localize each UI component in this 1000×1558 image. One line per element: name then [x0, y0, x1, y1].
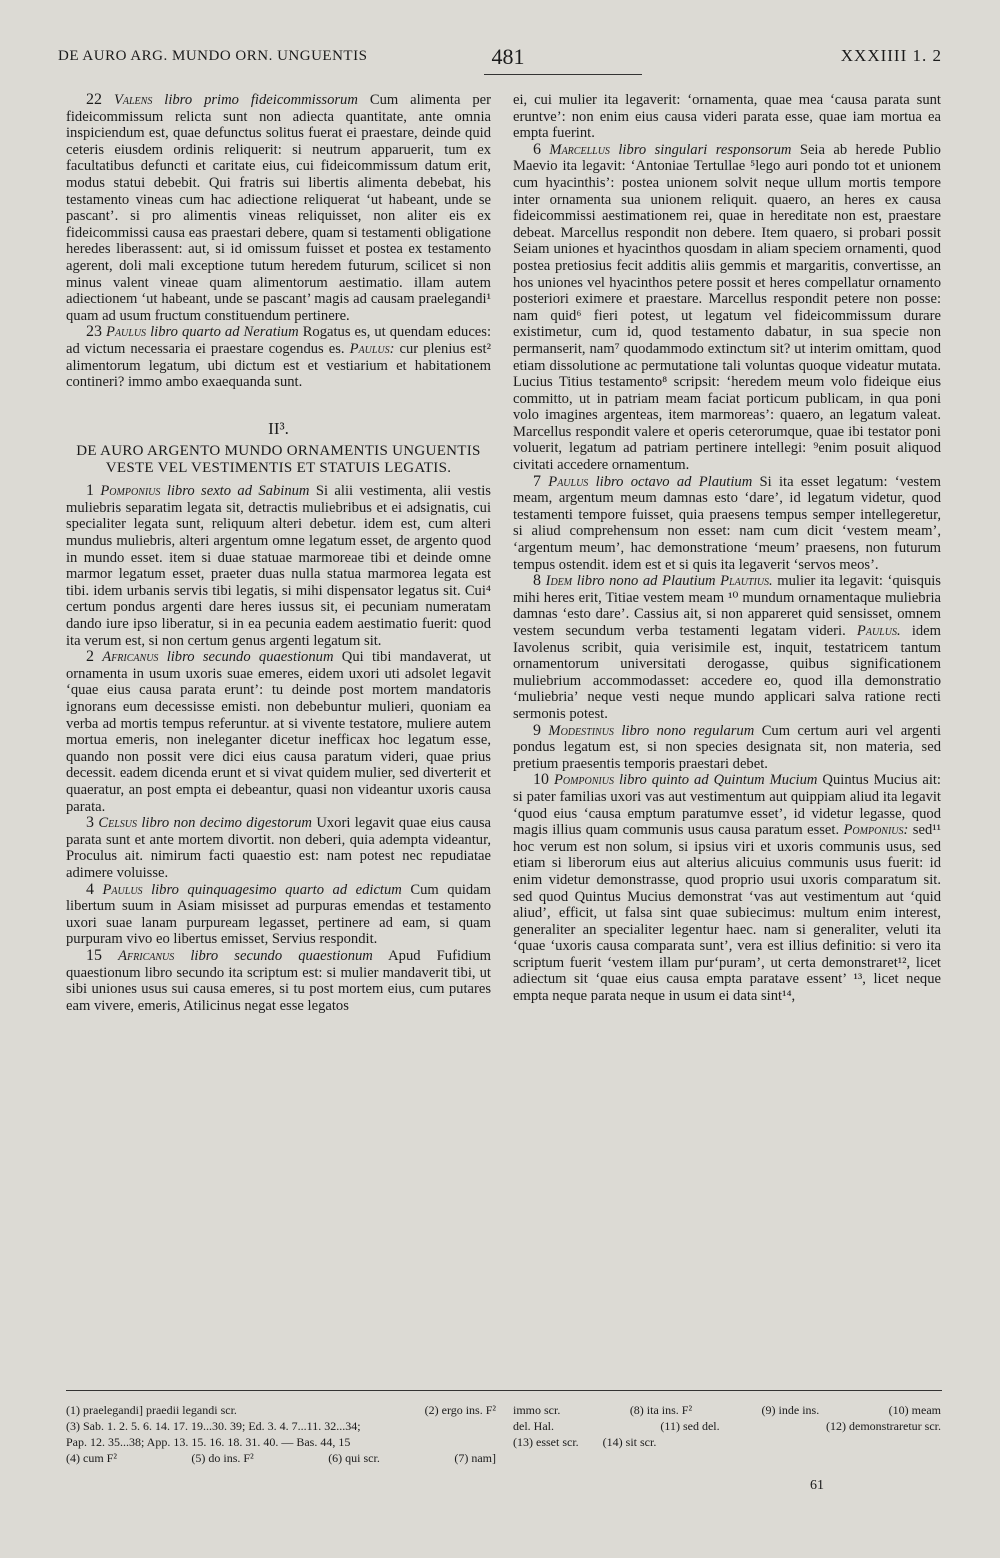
right-column — [513, 92, 941, 1005]
footnote-row: del. Hal. (11) sed del. (12) demonstraretur scr. — [513, 1419, 941, 1433]
fragment-6: 6 Marcellus libro singulari responsorum Seia ab herede Publio Maevio ita legavit: ‘Antoniae Tertullae ⁵lego auri pondo tot et unionem cum hyacinthis’: postea unionem solvit neque ullum mortis tempore inter ornamenta sua unionem reliquit. quaero, an heres ex causa fideicommissi aestimationem rei, quae in hereditate non est, praestare debeat. Marcellus respondit non debere. Item quaero, si probari possit Seiam uniones et hyacinthos quosdam in aliam speciem ornamenti, quod postea pretiosius fecit additis aliis gemmis et margaritis, convertisse, an hos uniones vel hyacinthos petere possit et heres compellatur ornamento posteriori eximere et praestare. Marcellus respondit petere non posse: nam quid⁶ fieri potest, ut legatum vel fideicommissum durare existimetur, cum id, quod testamento dabatur, in sua specie non permanserit, nam⁷ quodammodo extinctum sit? ut interim omittam, quod etiam dissolutione ac permutatione tali voluntas quoque videatur mutata. Lucius Titius testamento⁸ scripsit: ‘heredem meum volo fideique eius committo, ut in patriam meam faciat porticum publicam, in qua poni volo imagines argenteas, item marmoreas’: quaero, an legatum valeat. Marcellus respondit valere et operis ceterorumque, quae ibi testator poni voluerit, legatum ad patriam pertinere intellegi: ⁹enim posuit aliquod civitati accedere ornamentum. — [513, 140, 941, 474]
fragment-8: 8 Idem libro nono ad Plautium Plautius. mulier ita legavit: ‘quisquis mihi heres erit, Titiae vestem meam ¹⁰ mundum ornamentaque muliebria damnas ‘esto dare’. Cassius ait, si non appareret quid sensisset, omnem vestem secundum verba testamenti legatam videri. Paulus. idem Iavolenus scribit, quia verisimile est, inquit, testatricem tantum ornamentorum universitati derogasse, quibus significationem muliebrium accommodasset: accedere eo, quod illa demonstratio ‘muliebria’ neque vesti neque mundo applicari salva ratione recti sermonis potest. — [513, 572, 941, 722]
fragment-10: 10 Pomponius libro quinto ad Quintum Mucium Quintus Mucius ait: si pater familias uxori vas aut vestimentum aut quippiam aliud ita legavit ‘quod eius ‘causa emptum paratumve esset’, id videtur legasse, quod magis illius quam communis usus causa paratum esset. Pomponius: sed¹¹ hoc verum est non solum, si ipsius viri et uxoris communis usus, sed etiam si liberorum eius aut alterius alicuius communis usus fuerit: id enim videtur demonstrasse, quod proprio usui uxoris comparatum sit. sed quod Quintus Mucius demonstrat ‘vas aut vestimentum aut ‘quid aliud’, efficit, ut falsa sint quae subiecimus: multum enim interest, generaliter an specialiter legentur haec. nam si generaliter, veluti ita ‘quae ‘uxoris causa comparata sunt’, vera est illius definitio: si vero ita scriptum fuerit ‘vestem illam pur‘puram’, ut certa demonstraret¹², licet adiectum sit ‘quae eius causa empta paratave essent’ ¹³, licet neque empta neque parata neque in usum ei data sint¹⁴, — [513, 771, 942, 1005]
page-number: 481 — [491, 44, 525, 69]
fragment-22: 22 Valens libro primo fideicommissorum Cum alimenta per fideicommissum relicta sunt non adiecta quantitate, ante omnia inspiciendum est, quae defunctus solitus fuerat ei praestare, deinde quid ceteris eiusdem ordinis reliquerit: si neutrum apparuerit, tum ex facultatibus defuncti et caritate eius, cui fideicommissum datum erit, modus statui debebit. Qui fratris sui libertis alimenta debebat, his testamento vineas cum hac adiectione reliquerat ‘ut habeant, unde se pascant’. si pro alimentis vineas reliquisset, non aliter eis ex fideicommissi causa eas praestari debere, quam si testamenti obligatione heredes liberassent: aut, si id omissum fuisset et postea ex testamento agerent, doli mali exceptione tutum heredem futurum, scilicet si non minus valent vineae quam alimentorum aestimatio. illam autem adiectionem ‘ut habeant, unde se pascant’ magis ad causam praelegandi¹ quam ad usum fructum constituendum pertinere. — [66, 91, 492, 324]
footnote-row: (4) cum F² (5) do ins. F² (6) qui scr. (7) nam] — [66, 1451, 496, 1465]
fragment-15-continued: ei, cui mulier ita legaverit: ‘ornamenta, quae mea ‘causa parata sunt eruntve’: non enim eius causa videri parata esse, quae iam mortua ea empta fuerint. — [513, 92, 941, 142]
footnote-row: (3) Sab. 1. 2. 5. 6. 14. 17. 19...30. 39; Ed. 3. 4. 7...11. 32...34; — [66, 1419, 361, 1433]
header-rule — [484, 74, 642, 75]
title-text: DE AURO ARGENTO MUNDO ORNAMENTIS UNGUENTIS VESTE VEL VESTIMENTIS ET STATUIS LEGATIS. — [76, 443, 481, 477]
fragment-4: 4 Paulus libro quinquagesimo quarto ad edictum Cum quidam libertum suum in Asiam misisset ad purpuras emendas et testamento uxori suae lanam purpuream legasset, pertinere ad eam, si quam purpuram vivo eo libertus emisset, Servius respondit. — [66, 880, 492, 948]
footnote-row: (13) esset scr. (14) sit scr. — [513, 1435, 657, 1449]
footnotes-right — [513, 1402, 941, 1450]
footnote-rule — [66, 1390, 942, 1391]
running-header — [58, 44, 942, 76]
fragment-7: 7 Paulus libro octavo ad Plautium Si ita esset legatum: ‘vestem meam, argentum meum damnas esto ‘dare’, id legatum videtur, quod testamenti tempore fuisset, quia praesens tempus semper intellegeretur, si aliud comprehensum non esset: nam cum dicit ‘vestem meam’, ‘argentum meum’, hac demonstratione ‘meum’ praesens, non futurum tempus ostendit. idem est et si quis ita legaverit ‘servos meos’. — [513, 472, 941, 573]
title-number: II³. — [268, 418, 289, 438]
fragment-2: 2 Africanus libro secundo quaestionum Qui tibi mandaverat, ut ornamenta in usum uxoris suae emeres, eidem uxori uti adsolet legavit ‘quae eius causa parata erunt’: tu deinde post mortem mandatoris ignorans eum decessisse emisti. non debebuntur mulieri, quoniam ea verba ad mortis tempus referuntur. at si vivente testatore, muliere autem mortua emeris, non ineleganter dicetur inefficax hoc legatum esse, quando non possit vere dici eius causa paratum videri, quae prius decessit. eadem dicenda erunt et si vivat quidem mulier, sed diverterit et quaeratur, an post empta ei debeantur, quasi non videantur uxoris causa parata. — [66, 648, 492, 815]
signature-mark: 61 — [810, 1478, 824, 1493]
footnotes-left — [66, 1402, 496, 1466]
title-heading — [66, 418, 491, 478]
fragment-3: 3 Celsus libro non decimo digestorum Uxori legavit quae eius causa parata sunt et ante mortem divortit. non deberi, quia adempta videantur, Proculus ait. nimirum facti quaestio est: nam potest nec repudiatae adimere voluisse. — [66, 814, 491, 881]
left-column — [66, 92, 491, 1014]
footnote-row: (1) praelegandi] praedii legandi scr. (2) ergo ins. F² — [66, 1403, 496, 1417]
footnote-row: Pap. 12. 35...38; App. 13. 15. 16. 18. 31. 40. — Bas. 44, 15 — [66, 1435, 351, 1449]
header-right: XXXIIII 1. 2 — [840, 46, 942, 65]
fragment-1: 1 Pomponius libro sexto ad Sabinum Si alii vestimenta, alii vestis muliebris separatim legata sit, detractis muliebribus et ei adsignatis, cui specialiter legata sunt, reliquum alteri debetur. idem est, cum alteri mundus muliebris, alteri argentum omne legatum esset, de argento quod in mundo esset. item si duae statuae marmoreae tibi et deinde omne marmor legatum esset, praeter duas nulla statua marmorea legata est tibi. idem urbanis servis tibi legatis, si mihi dispensator legatus sit. Cui⁴ certum pondus argenti dare heres iussus sit, ei pecuniam numeratam dando iure ipso liberatur, si in ea pecunia eadem aestimatio fuerit: quod ita verum est, si non certum genus argenti legatum sit. — [66, 482, 491, 649]
fragment-23: 23 Paulus libro quarto ad Neratium Rogatus es, ut quendam educes: ad victum necessaria ei praestare cogendus es. Paulus: cur plenius est² alimentorum legatum, ubi dictum est et vestiarium et habitationem contineri? immo ambo exaequanda sunt. — [66, 323, 492, 391]
fragment-9: 9 Modestinus libro nono regularum Cum certum auri vel argenti pondus legatum est, si non species designata sit, non materia, sed pretium praesentis temporis praestari debet. — [513, 721, 942, 772]
fragment-15: 15 Africanus libro secundo quaestionum Apud Fufidium quaestionum libro secundo ita scriptum est: si mulier mandaverit tibi, ut sibi uniones usus sui causa emeres, si tu post mortem eius, cum putares eam vivere, emeris, Atilicinus negat esse legatos — [66, 946, 492, 1014]
header-left: DE AURO ARG. MUNDO ORN. UNGUENTIS — [58, 48, 368, 64]
footnote-row: immo scr. (8) ita ins. F² (9) inde ins. (10) meam — [513, 1403, 941, 1417]
